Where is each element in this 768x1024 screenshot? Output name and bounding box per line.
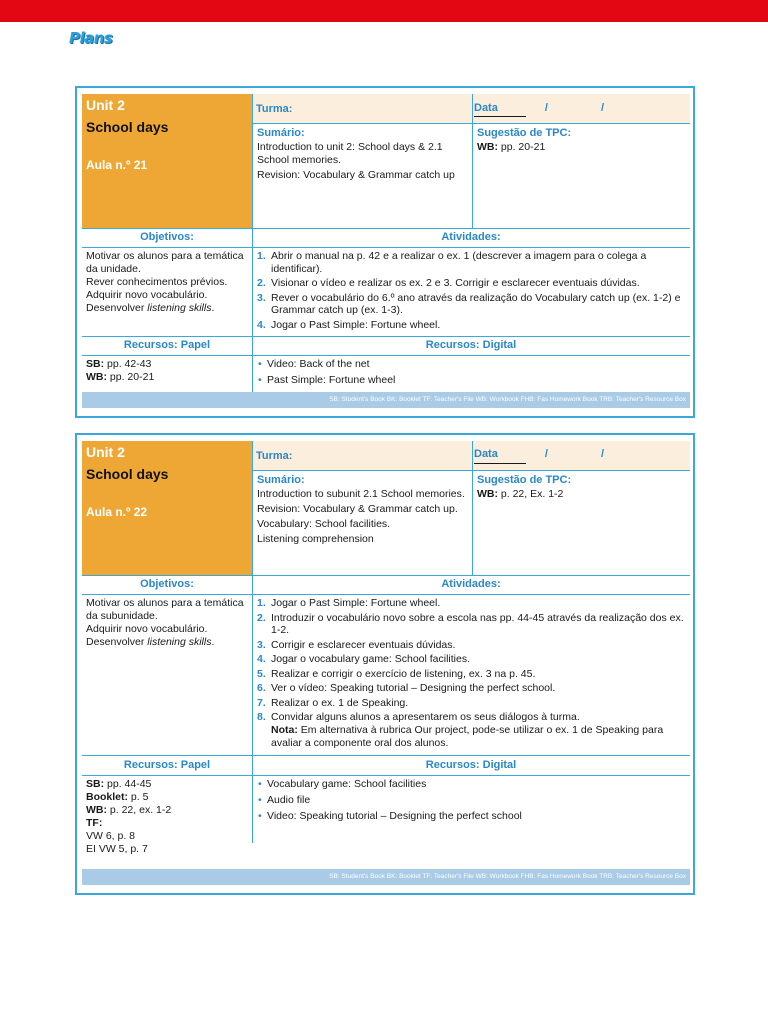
unit-title: School days (86, 119, 169, 135)
unit-panel (82, 94, 252, 228)
sumario-line: Vocabulary: School facilities. (257, 518, 391, 530)
sumario-label: Sumário: (257, 127, 305, 139)
tpc-section: Sugestão de TPC: WB: pp. 20-21 (477, 127, 687, 154)
activity-item: 8. Convidar alguns alunos a apresentarem os seus diálogos à turma. (257, 711, 580, 723)
recursos-papel-header: Recursos: Papel (123, 759, 211, 771)
header-row (252, 441, 690, 470)
unit-label: Unit 2 (86, 444, 125, 460)
recursos-digital-header: Recursos: Digital (425, 759, 517, 771)
lesson-number: Aula n.º 21 (86, 158, 148, 172)
activity-item: 6. Ver o vídeo: Speaking tutorial – Designing the perfect school. (257, 682, 556, 694)
unit-title: School days (86, 466, 169, 482)
objetivos-header: Objetivos: (140, 578, 194, 590)
objetivos-list: Motivar os alunos para a temática da unidade. Rever conhecimentos prévios. Adquirir novo vocabulário. Desenvolver listening skills. (86, 250, 244, 314)
date-field[interactable]: Data / / (474, 448, 605, 460)
recursos-digital-header: Recursos: Digital (425, 339, 517, 351)
sumario-line: Listening comprehension (257, 533, 374, 545)
atividades-header: Atividades: (441, 578, 501, 590)
activity-item: 4. Jogar o Past Simple: Fortune wheel. (257, 318, 441, 331)
lesson-plan-22 (75, 433, 695, 895)
atividades-list (257, 597, 687, 750)
sumario-section (257, 127, 467, 184)
unit-panel (82, 441, 252, 575)
digital-resource-link[interactable]: • Video: Speaking tutorial – Designing the perfect school (257, 810, 687, 823)
recursos-digital-list (257, 778, 687, 826)
activity-item: 2. Introduzir o vocabulário novo sobre a escola nas pp. 44-45 através da realização dos ex. 1-2. (257, 611, 684, 636)
header-row (252, 94, 690, 123)
activity-item: 1. Abrir o manual na p. 42 e a realizar o ex. 1 (descrever a imagem para o colega a identificar). (257, 250, 647, 275)
sumario-line: Introduction to subunit 2.1 School memories. (257, 488, 465, 500)
atividades-header: Atividades: (441, 231, 501, 243)
footer-legend: SB: Student's Book BK: Booklet TF: Teacher's File WB: Workbook FHB: Fas Homework Book TRB: Teacher's Resource Box (82, 869, 690, 885)
sumario-line: Revision: Vocabulary & Grammar catch up (257, 169, 455, 181)
footer-legend: SB: Student's Book BK: Booklet TF: Teacher's File WB: Workbook FHB: Fas Homework Book TRB: Teacher's Resource Box (82, 392, 690, 408)
lesson-number: Aula n.º 22 (86, 505, 148, 519)
unit-label: Unit 2 (86, 97, 125, 113)
activity-item: 1. Jogar o Past Simple: Fortune wheel. (257, 597, 441, 609)
activity-item: 2. Visionar o vídeo e realizar os ex. 2 e 3. Corrigir e esclarecer eventuais dúvidas. (257, 277, 640, 289)
sumario-line: Introduction to unit 2: School days & 2.1 School memories. (257, 141, 443, 166)
turma-label: Turma: (256, 103, 293, 115)
recursos-papel-list: SB: pp. 44-45 Booklet: p. 5 WB: p. 22, ex. 1-2 TF: VW 6, p. 8 EI VW 5, p. 7 (86, 778, 172, 855)
recursos-papel-header: Recursos: Papel (123, 339, 211, 351)
digital-resource-link[interactable]: • Vocabulary game: School facilities (257, 778, 687, 791)
recursos-digital-list (257, 358, 687, 390)
objetivos-list: Motivar os alunos para a temática da subunidade. Adquirir novo vocabulário. Desenvolver listening skills. (86, 597, 244, 648)
date-field[interactable]: Data / / (474, 102, 605, 114)
activity-item: 7. Realizar o ex. 1 de Speaking. (257, 696, 409, 709)
activity-item: 5. Realizar e corrigir o exercício de listening, ex. 3 na p. 45. (257, 667, 536, 680)
sumario-section (257, 474, 467, 574)
tpc-label: Sugestão de TPC: (477, 474, 572, 486)
lesson-plan-21 (75, 86, 695, 418)
atividades-list (257, 250, 687, 333)
tpc-section: Sugestão de TPC: WB: p. 22, Ex. 1-2 (477, 474, 687, 501)
recursos-papel-list: SB: pp. 42-43 WB: pp. 20-21 (86, 358, 155, 383)
nota-text: Nota: Em alternativa à rubrica Our project, pode-se utilizar o ex. 1 de Speaking para avaliar a componente oral dos alunos. (271, 723, 664, 749)
activity-item: 3. Rever o vocabulário do 6.º ano através da realização do Vocabulary catch up (ex. 1-2) e Grammar catch up (ex. 1-3). (257, 291, 681, 316)
activity-item: 4. Jogar o vocabulary game: School facilities. (257, 653, 471, 665)
tpc-label: Sugestão de TPC: (477, 127, 572, 139)
turma-label: Turma: (256, 450, 293, 462)
plans-logo: Plans (69, 29, 113, 47)
objetivos-header: Objetivos: (140, 231, 194, 243)
sumario-line: Revision: Vocabulary & Grammar catch up. (257, 503, 458, 515)
sumario-label: Sumário: (257, 474, 305, 486)
digital-resource-link[interactable]: • Audio file (257, 794, 687, 807)
top-red-bar (0, 0, 768, 22)
activity-item: 3. Corrigir e esclarecer eventuais dúvidas. (257, 638, 456, 651)
digital-resource-link[interactable]: • Video: Back of the net (257, 358, 687, 371)
digital-resource-link[interactable]: • Past Simple: Fortune wheel (257, 374, 687, 387)
